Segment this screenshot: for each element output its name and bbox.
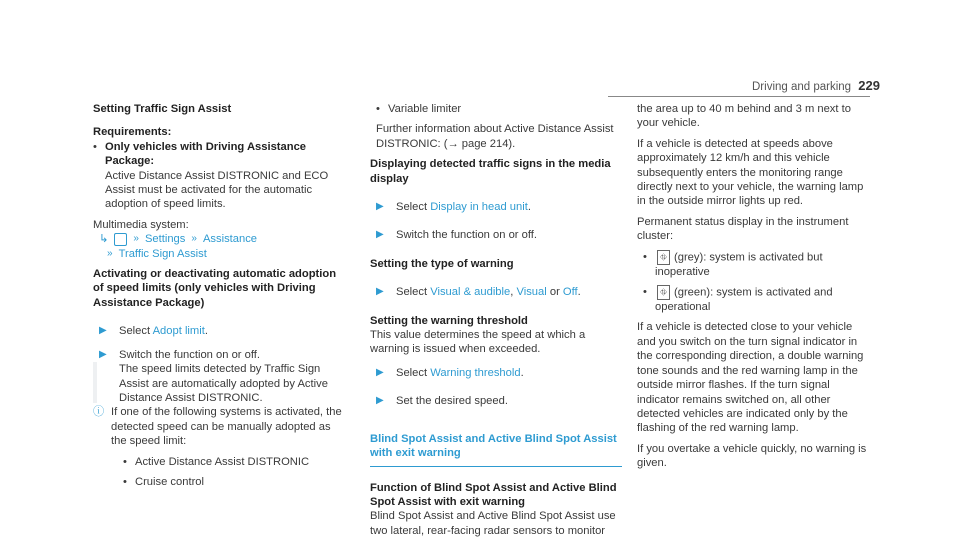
action-step: ▶ Select Warning threshold. bbox=[370, 366, 622, 380]
off-link[interactable]: Off bbox=[562, 286, 578, 299]
paragraph: If a vehicle is detected close to your vehicle and you switch on the turn signal indicator in the corresponding direction, a double warning tone sounds and the red warning lamp in the outside mirror flashes. If the turn signal indicator remains switched on, all other detected vehicles are indicated only by the flashing of the red warning lamp. bbox=[637, 321, 864, 435]
bullet-icon: • bbox=[376, 103, 380, 115]
column-2 bbox=[370, 102, 622, 538]
paragraph: If a vehicle is detected at speeds above approximately 12 km/h and this vehicle subsequently enters the monitoring range directly next to your vehicle, the warning lamp in the outside mirror lights up red. bbox=[637, 137, 864, 208]
requirements-heading: Requirements: bbox=[93, 126, 172, 139]
path-assistance[interactable]: Assistance bbox=[202, 233, 258, 246]
paragraph: the area up to 40 m behind and 3 m next to your vehicle. bbox=[637, 103, 851, 130]
action-arrow-icon: ▶ bbox=[376, 286, 384, 298]
info-icon: ⓘ bbox=[93, 406, 105, 419]
warning-threshold-link[interactable]: Warning threshold bbox=[430, 366, 521, 379]
paragraph: If you overtake a vehicle quickly, no warning is given. bbox=[637, 442, 867, 470]
threshold-text: This value determines the speed at which a warning is issued when exceeded. bbox=[370, 329, 586, 356]
action-step: ▶ Select Adopt limit. bbox=[93, 324, 347, 338]
bullet-icon: • bbox=[93, 140, 97, 153]
list-item: • Cruise control bbox=[123, 475, 205, 488]
further-info: Further information about Active Distance Assist DISTRONIC: (→ page 214). bbox=[376, 123, 614, 150]
bullet-icon: • bbox=[643, 286, 647, 299]
activate-heading: Activating or deactivating automatic adoption of speed limits (only vehicles with Driving Assistance Package) bbox=[93, 268, 337, 309]
function-text: Blind Spot Assist and Active Blind Spot Assist use two lateral, rear-facing radar sensors to monitor bbox=[370, 510, 616, 537]
action-arrow-icon: ▶ bbox=[376, 395, 384, 407]
list-item: • Variable limiter bbox=[376, 103, 462, 115]
list-item: • ⛗ (grey): system is activated but inoperative bbox=[643, 250, 823, 278]
action-arrow-icon: ▶ bbox=[99, 348, 107, 360]
section-title: Driving and parking bbox=[752, 81, 852, 93]
info-note: ⓘ If one of the following systems is activated, the detected speed can be manually adopted as the speed limit: bbox=[93, 406, 342, 448]
list-item: • Active Distance Assist DISTRONIC bbox=[123, 455, 310, 468]
action-step: ▶ Switch the function on or off. The speed limits detected by Traffic Sign Assist are automatically adopted by Active Distance Assist DISTRONIC. bbox=[93, 348, 347, 406]
display-in-head-unit-link[interactable]: Display in head unit bbox=[430, 201, 528, 214]
chevron-icon: » bbox=[191, 233, 197, 245]
visual-audible-link[interactable]: Visual & audible bbox=[430, 286, 511, 299]
action-arrow-icon: ▶ bbox=[376, 366, 384, 378]
path-settings[interactable]: Settings bbox=[144, 233, 186, 246]
bullet-icon: • bbox=[123, 455, 127, 468]
threshold-heading: Setting the warning threshold bbox=[370, 314, 528, 327]
multimedia-label: Multimedia system: bbox=[93, 218, 189, 231]
chevron-icon: » bbox=[133, 233, 139, 245]
chevron-icon: » bbox=[107, 247, 113, 259]
bullet-icon: • bbox=[123, 475, 127, 488]
display-heading: Displaying detected traffic signs in the media display bbox=[370, 158, 611, 185]
path-traffic-sign-assist[interactable]: Traffic Sign Assist bbox=[118, 247, 207, 260]
action-arrow-icon: ▶ bbox=[376, 201, 384, 213]
action-step: ▶ Set the desired speed. bbox=[370, 394, 622, 408]
header-rule bbox=[608, 96, 870, 97]
home-icon bbox=[114, 233, 127, 246]
action-step: ▶ Select Display in head unit. bbox=[370, 200, 622, 214]
blind-spot-lamp-icon: ⛗ bbox=[657, 285, 670, 300]
function-heading: Function of Blind Spot Assist and Active Blind Spot Assist with exit warning bbox=[370, 481, 617, 508]
return-arrow-icon: ↳ bbox=[99, 233, 109, 246]
step-bar bbox=[93, 362, 97, 404]
column-1 bbox=[93, 102, 347, 489]
action-arrow-icon: ▶ bbox=[99, 325, 107, 337]
paragraph: Permanent status display in the instrument cluster: bbox=[637, 215, 849, 243]
column-3 bbox=[637, 102, 870, 471]
blind-spot-lamp-icon: ⛗ bbox=[657, 250, 670, 265]
section-heading: Setting Traffic Sign Assist bbox=[93, 103, 232, 115]
page-number: 229 bbox=[858, 78, 880, 93]
list-item: • ⛗ (green): system is activated and operational bbox=[643, 286, 833, 314]
blind-spot-heading: Blind Spot Assist and Active Blind Spot Assist with exit warning bbox=[370, 432, 617, 460]
action-step: ▶ Switch the function on or off. bbox=[370, 228, 622, 242]
menu-path[interactable] bbox=[93, 232, 347, 246]
action-step: ▶ Select Visual & audible, Visual or Off. bbox=[370, 285, 622, 299]
requirement-text: Active Distance Assist DISTRONIC and ECO Assist must be activated for the automatic adoption of speed limits. bbox=[105, 169, 329, 211]
menu-path-cont[interactable] bbox=[93, 247, 347, 261]
bullet-icon: • bbox=[643, 250, 647, 263]
warning-type-heading: Setting the type of warning bbox=[370, 257, 514, 270]
action-arrow-icon: ▶ bbox=[376, 229, 384, 241]
adopt-limit-link[interactable]: Adopt limit bbox=[152, 325, 205, 338]
visual-link[interactable]: Visual bbox=[516, 286, 547, 299]
requirement-item: • Only vehicles with Driving Assistance Package: bbox=[93, 140, 307, 168]
page-header bbox=[752, 79, 880, 94]
